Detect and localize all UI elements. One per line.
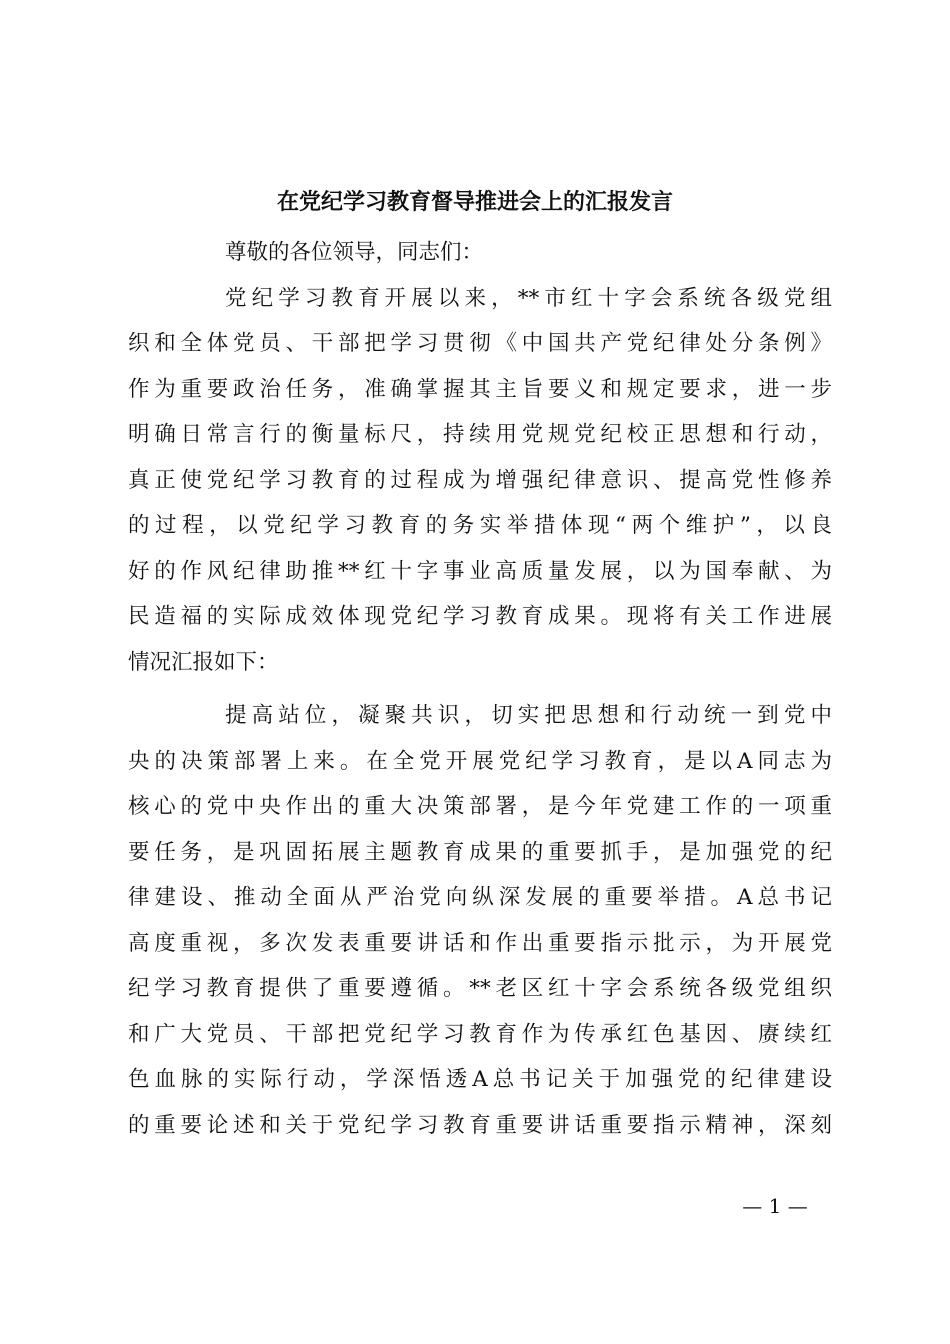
salutation: 尊敬的各位领导，同志们：	[225, 240, 484, 265]
paragraph-1	[128, 276, 832, 686]
paragraph-line: 和广大党员、干部把党纪学习教育作为传承红色基因、赓续红	[128, 1021, 832, 1047]
paragraph-line: 真正使党纪学习教育的过程成为增强纪律意识、提高党性修养	[128, 467, 832, 493]
page-number: — 1 —	[742, 1194, 808, 1218]
paragraph-line: 作为重要政治任务，准确掌握其主旨要义和规定要求，进一步	[128, 376, 832, 402]
paragraph-line: 织和全体党员、干部把学习贯彻《中国共产党纪律处分条例》	[128, 331, 832, 356]
paragraph-line: 的重要论述和关于党纪学习教育重要讲话重要指示精神，深刻	[128, 1112, 832, 1138]
paragraph-line: 要任务，是巩固拓展主题教育成果的重要抓手，是加强党的纪	[128, 839, 832, 865]
document-title: 在党纪学习教育督导推进会上的汇报发言	[276, 189, 673, 215]
paragraph-2	[128, 693, 832, 1148]
paragraph-line: 高度重视，多次发表重要讲话和作出重要指示批示，为开展党	[128, 930, 832, 956]
paragraph-gap	[128, 685, 832, 693]
paragraph-line: 党纪学习教育开展以来，**市红十字会系统各级党组	[225, 285, 832, 311]
paragraph-line: 提高站位，凝聚共识，切实把思想和行动统一到党中	[225, 703, 832, 728]
paragraph-line: 纪学习教育提供了重要遵循。**老区红十字会系统各级党组织	[128, 976, 832, 1001]
paragraph-line: 情况汇报如下：	[128, 649, 279, 675]
paragraph-line: 律建设、推动全面从严治党向纵深发展的重要举措。A总书记	[128, 885, 832, 910]
paragraph-line: 好的作风纪律助推**红十字事业高质量发展，以为国奉献、为	[128, 558, 832, 584]
document-body	[128, 230, 832, 1148]
paragraph-line: 民造福的实际成效体现党纪学习教育成果。现将有关工作进展	[128, 604, 832, 629]
paragraph-line: 色血脉的实际行动，学深悟透A总书记关于加强党的纪律建设	[128, 1067, 832, 1092]
paragraph-line: 明确日常言行的衡量标尺，持续用党规党纪校正思想和行动，	[128, 422, 832, 447]
paragraph-line: 的过程，以党纪学习教育的务实举措体现“两个维护”，以良	[128, 513, 832, 538]
paragraph-line: 央的决策部署上来。在全党开展党纪学习教育，是以A同志为	[128, 748, 832, 774]
paragraph-line: 核心的党中央作出的重大决策部署，是今年党建工作的一项重	[128, 794, 832, 819]
